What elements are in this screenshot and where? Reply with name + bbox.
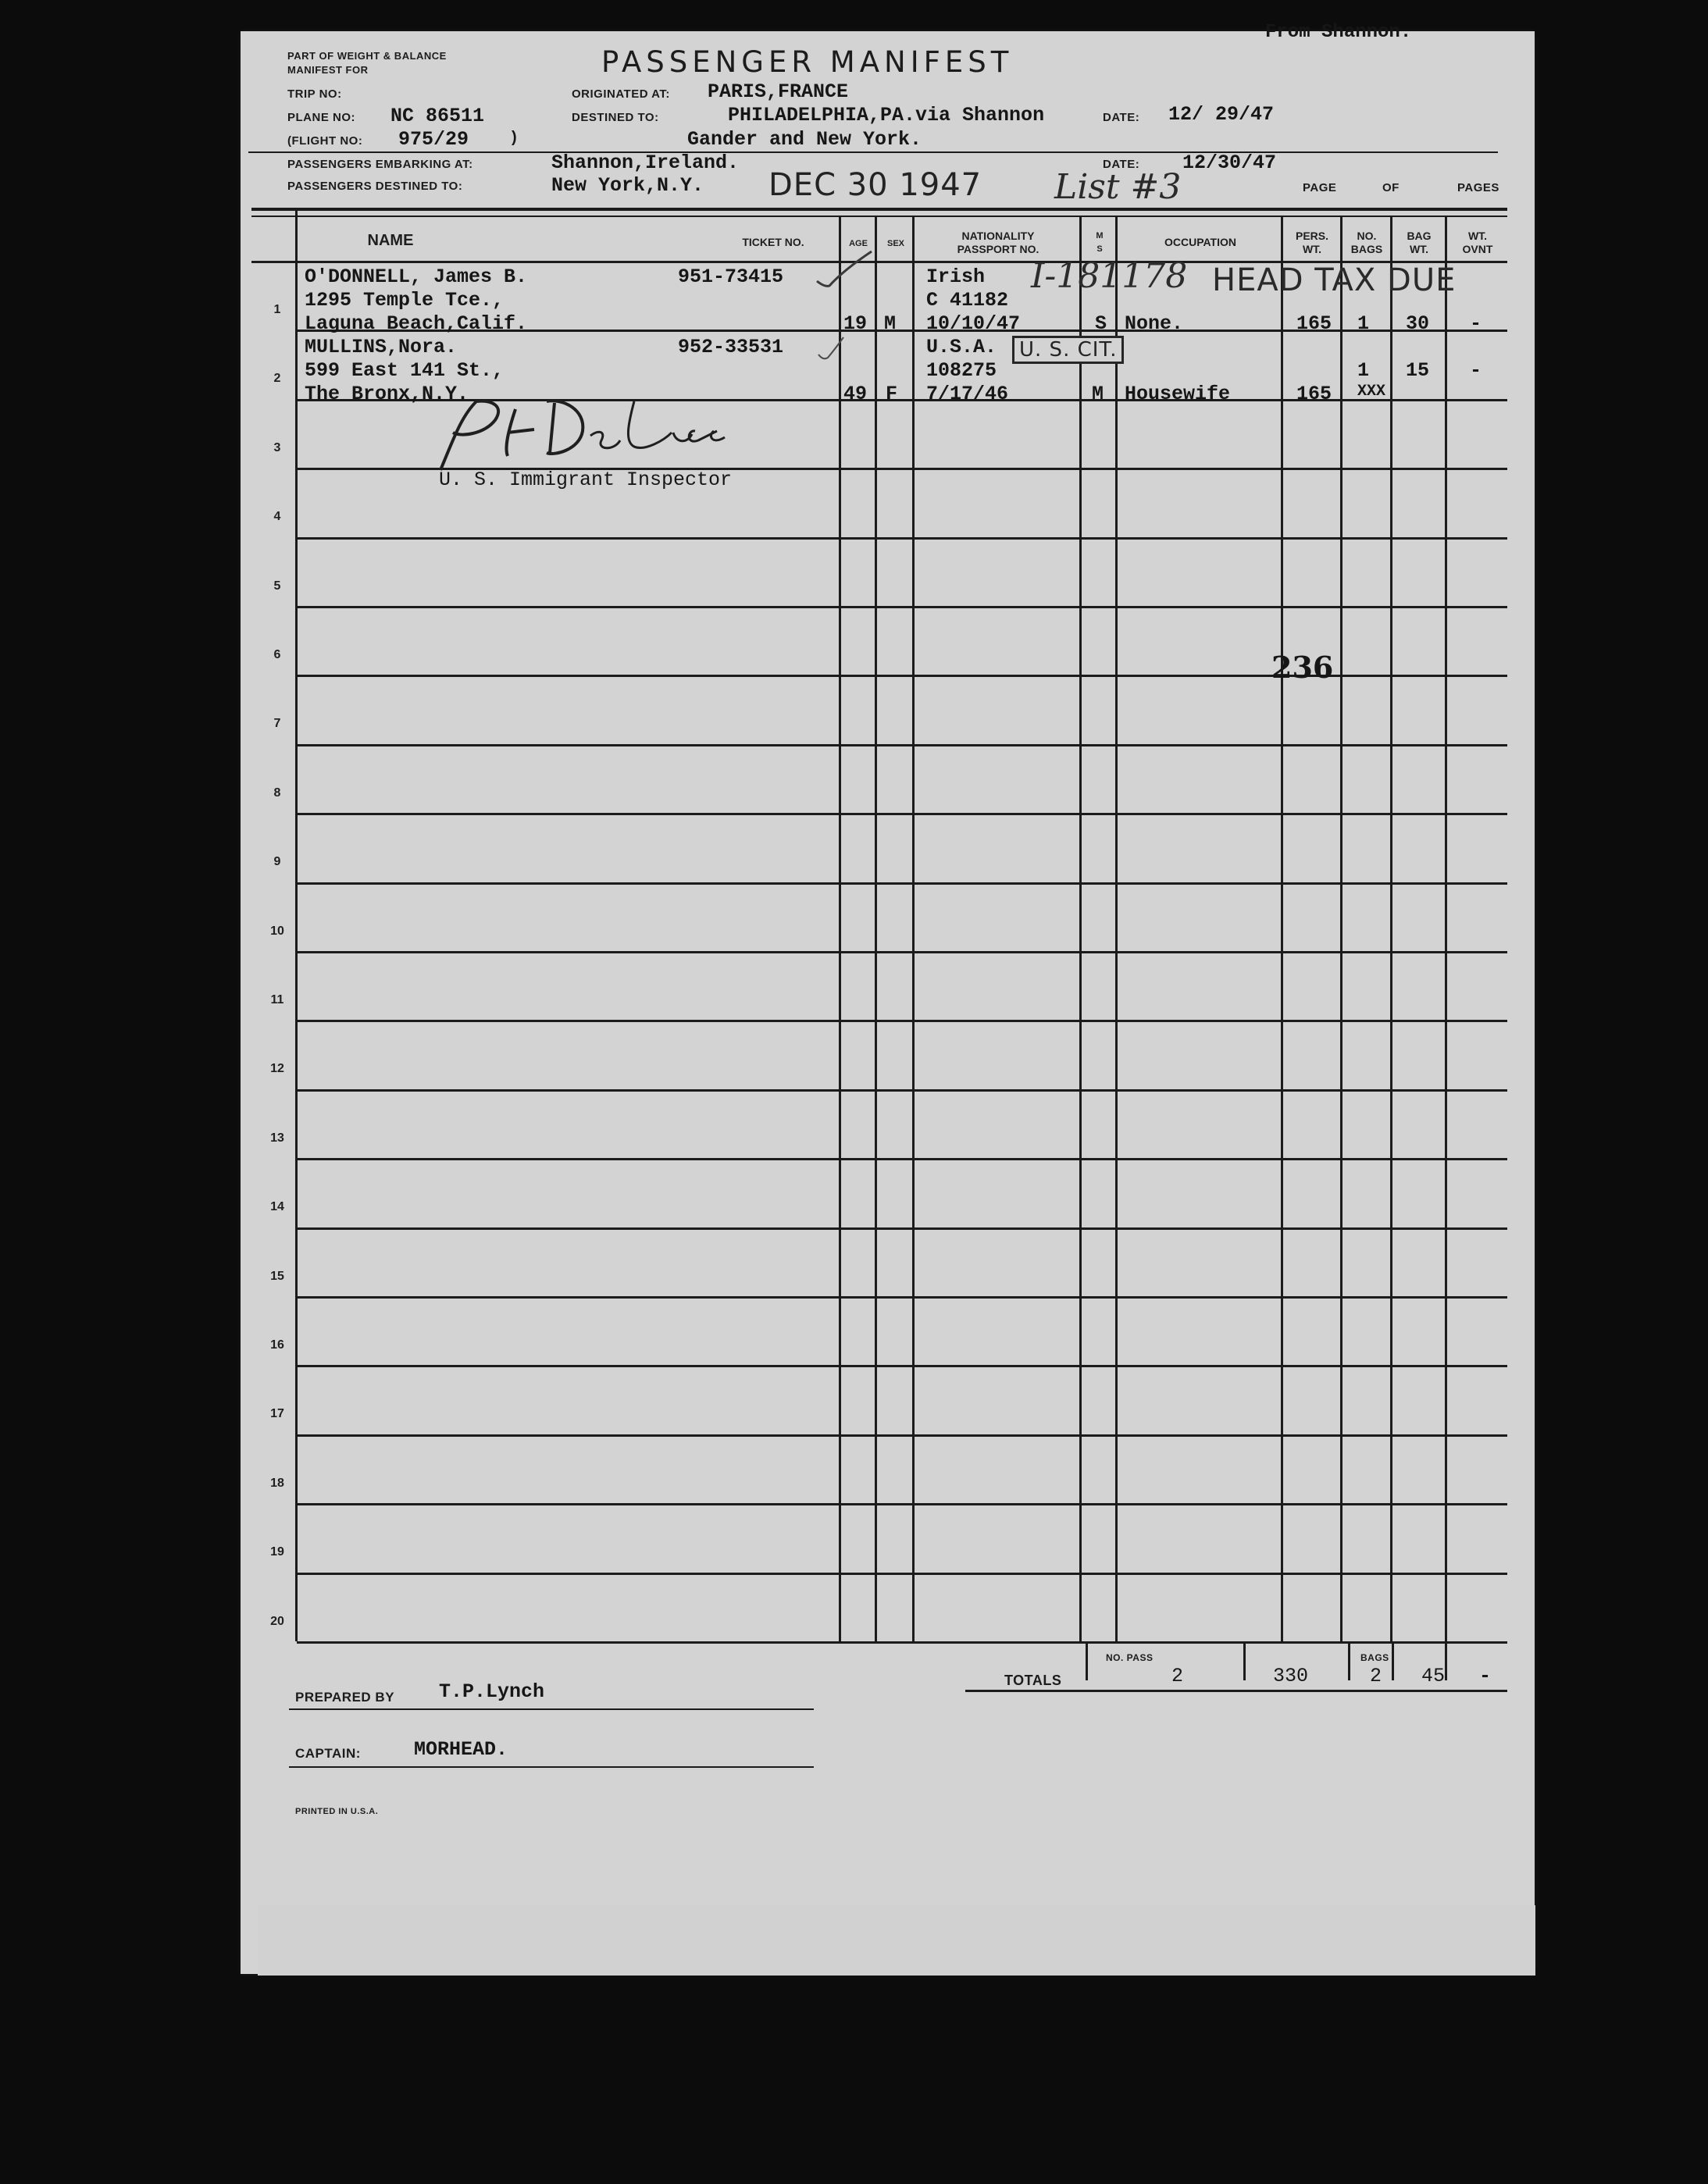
col-header-nationality-line1: NATIONALITY [961,230,1035,242]
row-number: 16 [270,1338,284,1352]
col-header-bag-wt-line1: BAG [1407,230,1432,242]
passenger-1-passport-date: 10/10/47 [926,312,1021,335]
date-label: DATE: [1103,111,1140,124]
destined-value-2: Gander and New York. [687,128,922,151]
originated-value: PARIS,FRANCE [708,80,849,103]
part-of-label: PART OF WEIGHT & BALANCE [287,50,447,62]
passenger-1-sex: M [884,312,897,335]
destined-pass-value: New York,N.Y. [551,174,704,197]
corner-note: From Shannon. [1265,22,1412,43]
document-title: PASSENGER MANIFEST [601,45,1014,79]
col-header-ms-line2: S [1096,244,1103,254]
prepared-by-value: T.P.Lynch [439,1680,545,1703]
passenger-1-address-1: 1295 Temple Tce., [305,289,505,312]
row-number: 14 [270,1200,284,1213]
table-column-rule [1115,216,1118,1641]
totals-rule [965,1690,1507,1692]
captain-rule [289,1766,814,1768]
row-number: 15 [270,1270,284,1283]
row-number: 7 [273,717,281,730]
table-row-rule [297,1573,1507,1575]
passenger-2-pers-wt: 165 [1296,383,1332,405]
passenger-2-age: 49 [843,383,868,405]
page-stamp-number: 236 [1271,650,1334,685]
row-number: 6 [273,648,281,661]
totals-column-rule [1445,1641,1447,1680]
flight-no-value: 975/29 [398,128,469,151]
us-citizen-stamp: U. S. CIT. [1012,336,1124,364]
row-number: 10 [270,925,284,938]
passenger-1-marital-status: S [1095,312,1107,335]
table-column-rule [912,216,915,1641]
passenger-1-bag-wt: 30 [1406,312,1430,335]
passenger-2-marital-status: M [1092,383,1104,405]
check-mark-icon [812,334,851,365]
passenger-2-ovnt: - [1470,359,1482,382]
col-header-wt-ovnt [1446,230,1509,256]
table-column-rule [875,216,877,1641]
passenger-1-alien-number: I-181178 [1031,256,1188,296]
table-row-rule [297,744,1507,746]
col-header-bag-wt [1393,230,1445,256]
passenger-1-pers-wt: 165 [1296,312,1332,335]
manifest-for-label: MANIFEST FOR [287,64,369,76]
row-number: 5 [273,579,281,593]
table-row-rule [297,1365,1507,1367]
flight-no-label: (FLIGHT NO: [287,134,363,148]
row-number: 12 [270,1062,284,1075]
col-header-nationality-line2: PASSPORT NO. [957,243,1039,255]
totals-bags-label: BAGS [1360,1652,1389,1663]
totals-column-rule [1392,1641,1394,1680]
passenger-1-passport: C 41182 [926,289,1009,312]
table-row-rule [297,1089,1507,1092]
of-label: OF [1382,181,1400,194]
table-row-rule [297,882,1507,885]
passenger-1-bags: 1 [1357,312,1370,335]
list-number-handwritten: List #3 [1054,167,1182,207]
date-value: 12/ 29/47 [1168,103,1275,126]
table-row-rule [297,1158,1507,1160]
row-number: 13 [270,1131,284,1145]
passenger-2-sex: F [886,383,898,405]
totals-column-rule [1348,1641,1350,1680]
col-header-nationality [915,230,1081,256]
passenger-2-passport: 108275 [926,359,997,382]
col-header-no-bags [1342,230,1392,256]
col-header-sex: SEX [886,239,904,248]
table-column-rule [1390,216,1392,1641]
col-header-name: NAME [367,232,414,249]
date-stamp: DEC 30 1947 [768,167,982,203]
row-number: 2 [273,372,281,385]
pages-label: PAGES [1457,181,1499,194]
col-header-occupation: OCCUPATION [1164,236,1237,248]
inspector-signature [430,386,758,479]
col-header-ms-line1: M [1096,231,1104,240]
row-number: 20 [270,1615,284,1628]
table-row-rule [297,537,1507,540]
col-header-ms [1082,230,1117,256]
table-row-rule [297,1503,1507,1505]
page-label: PAGE [1303,181,1337,194]
table-row-rule [297,951,1507,953]
table-column-rule [839,216,841,1641]
totals-pers-wt-value: 330 [1273,1665,1309,1687]
passenger-2-bag-wt: 15 [1406,359,1430,382]
table-row-rule [297,1227,1507,1230]
prepared-by-label: PREPARED BY [295,1690,395,1705]
table-row-rule [297,1296,1507,1299]
passenger-1-address-2: Laguna Beach,Calif. [305,312,528,335]
table-row-rule [297,813,1507,815]
totals-bag-wt-value: 45 [1421,1665,1446,1687]
passenger-2-passport-date: 7/17/46 [926,383,1009,405]
row-number: 3 [273,441,281,454]
totals-no-pass-value: 2 [1171,1665,1184,1687]
table-top-inner-border [251,216,1507,217]
plane-no-label: PLANE NO: [287,111,355,124]
date2-value: 12/30/47 [1182,151,1277,174]
passenger-1-nationality: Irish [926,265,986,288]
row-number: 4 [273,510,281,523]
totals-bags-value: 2 [1370,1665,1382,1687]
col-header-pers-wt-line2: WT. [1302,243,1322,255]
date2-label: DATE: [1103,158,1140,171]
table-row-rule [297,606,1507,608]
passenger-1-ovnt: - [1470,312,1482,335]
table-column-rule [1281,216,1283,1641]
captain-value: MORHEAD. [414,1738,508,1761]
totals-no-pass-label: NO. PASS [1106,1652,1154,1663]
row-number: 9 [273,855,281,868]
passenger-2-ticket: 952-33531 [678,336,784,358]
captain-label: CAPTAIN: [295,1746,361,1761]
originated-label: ORIGINATED AT: [572,87,670,101]
row-number: 18 [270,1477,284,1490]
row-number: 1 [273,303,281,316]
totals-column-rule [1243,1641,1246,1680]
col-header-ticket: TICKET NO. [742,236,804,248]
totals-column-rule [1086,1641,1088,1680]
head-tax-due-stamp: HEAD TAX DUE [1212,262,1457,298]
prepared-by-rule [289,1708,814,1710]
passenger-2-address-1: 599 East 141 St., [305,359,505,382]
table-row-rule [297,1641,1507,1644]
col-header-no-bags-line1: NO. [1357,230,1377,242]
inspector-label: U. S. Immigrant Inspector [439,469,733,491]
col-header-wt-ovnt-line1: WT. [1467,230,1488,242]
printed-in-label: PRINTED IN U.S.A. [295,1807,379,1816]
destined-pass-label: PASSENGERS DESTINED TO: [287,180,463,193]
table-top-border [251,208,1507,211]
col-header-wt-ovnt-line2: OVNT [1462,243,1493,255]
flight-no-close: ) [509,130,519,148]
passenger-2-bags: 1 [1357,359,1370,382]
passenger-1-age: 19 [843,312,868,335]
embarking-value: Shannon,Ireland. [551,151,740,174]
row-number: 11 [270,993,284,1006]
passenger-2-bags-struck: XXX [1357,383,1386,401]
row-number: 19 [270,1545,284,1559]
col-header-bag-wt-line2: WT. [1409,243,1429,255]
passenger-2-nationality: U.S.A. [926,336,997,358]
trip-no-label: TRIP NO: [287,87,342,101]
plane-no-value: NC 86511 [390,105,485,127]
table-column-rule [1445,216,1447,1641]
row-number: 17 [270,1407,284,1420]
destined-value-1: PHILADELPHIA,PA.via Shannon [728,104,1045,126]
passenger-2-name: MULLINS,Nora. [305,336,458,358]
passenger-1-ticket: 951-73415 [678,265,784,288]
passenger-2-address-2: The Bronx,N.Y. [305,383,469,405]
col-header-pers-wt-line1: PERS. [1295,230,1328,242]
header-rule-1 [248,151,1498,153]
row-number: 8 [273,786,281,800]
embarking-label: PASSENGERS EMBARKING AT: [287,158,473,171]
col-header-no-bags-line2: BAGS [1350,243,1383,255]
totals-label: TOTALS [1004,1673,1062,1688]
table-row-rule [297,1434,1507,1437]
col-header-age: AGE [849,239,868,248]
table-column-rule [1340,216,1343,1641]
totals-ovnt-value: - [1479,1665,1492,1687]
table-column-rule [1079,216,1082,1641]
passenger-1-name: O'DONNELL, James B. [305,265,528,288]
destined-label: DESTINED TO: [572,111,659,124]
table-row-rule [297,1020,1507,1022]
paper-lower-edge [258,1905,1535,1976]
passenger-2-occupation: Housewife [1125,383,1231,405]
passenger-1-occupation: None. [1125,312,1184,335]
check-mark-icon [812,247,875,294]
col-header-pers-wt [1284,230,1340,256]
